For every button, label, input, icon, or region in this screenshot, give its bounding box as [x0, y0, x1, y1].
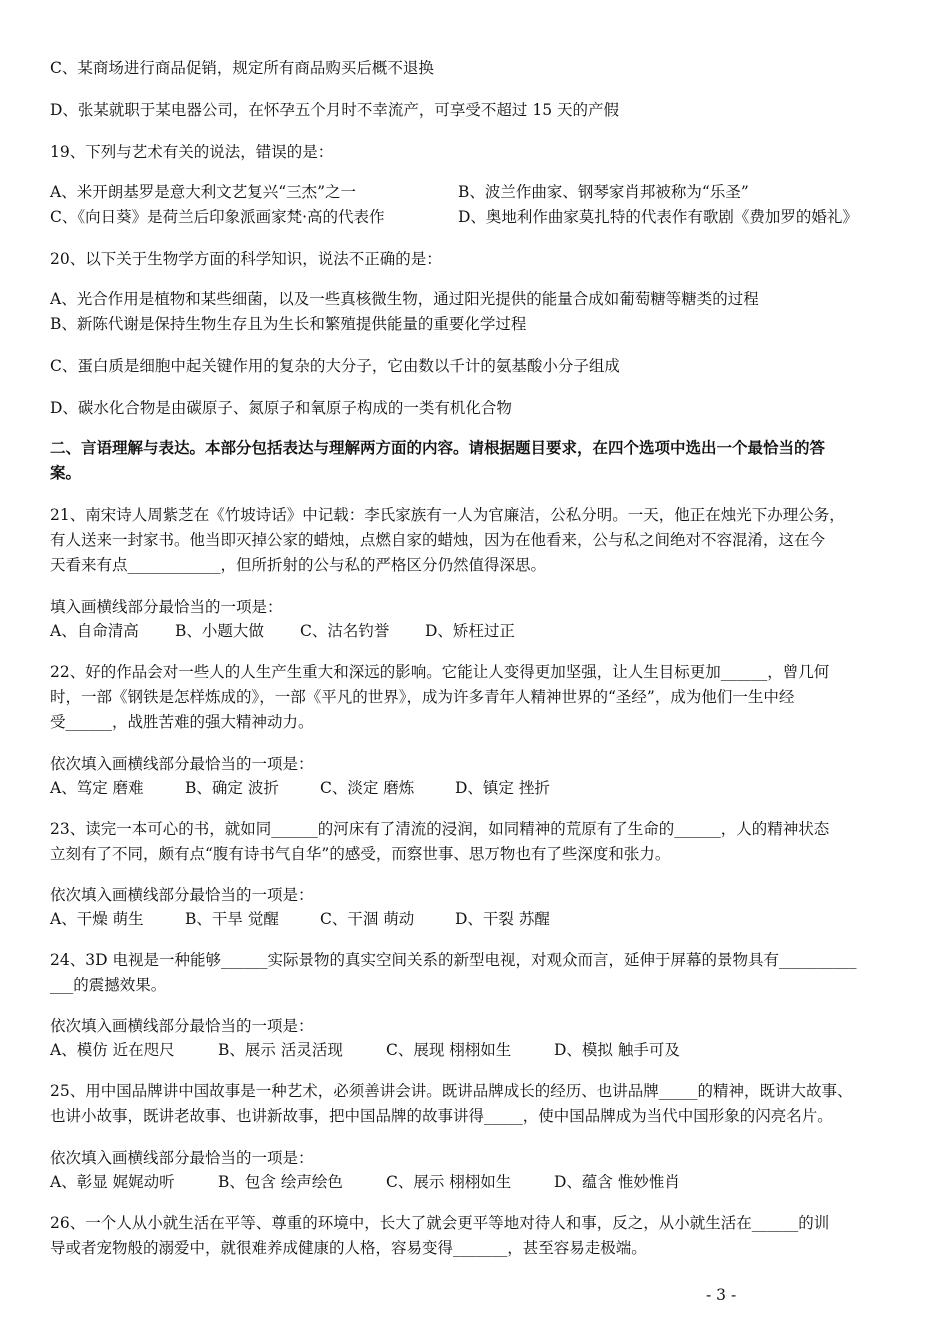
fill-blank: __________ [778, 951, 857, 969]
question-25-line-1 [50, 1080, 853, 1102]
question-20-stem: 20、以下关于生物学方面的科学知识，说法不正确的是： [50, 250, 442, 268]
text-segment: 的训 [798, 1214, 830, 1232]
question-22-line-1 [50, 661, 829, 683]
question-19-option-c: C、《向日葵》是荷兰后印象派画家梵·高的代表作 [50, 208, 385, 226]
question-19-option-a: A、米开朗基罗是意大利文艺复兴“三杰”之一 [50, 183, 357, 201]
question-21-prompt: 填入画横线部分最恰当的一项是： [50, 598, 283, 616]
text-segment: ，曾几何 [767, 663, 830, 681]
option-c: C、干涸 萌动 [320, 910, 415, 928]
text-segment: ，但所折射的公与私的严格区分仍然值得深思。 [220, 556, 547, 574]
question-21-options [50, 620, 515, 642]
fill-blank: _____ [658, 1082, 698, 1100]
option-b: B、小题大做 [175, 622, 264, 640]
question-22-prompt: 依次填入画横线部分最恰当的一项是： [50, 755, 314, 773]
question-20-option-c: C、蛋白质是细胞中起关键作用的复杂的大分子，它由数以千计的氨基酸小分子组成 [50, 357, 620, 375]
text-segment: 的河床有了清流的浸润，如同精神的荒原有了生命的 [317, 820, 675, 838]
option-c: C、淡定 磨炼 [320, 779, 415, 797]
fill-blank: ______ [271, 820, 318, 838]
question-23-prompt: 依次填入画横线部分最恰当的一项是： [50, 886, 314, 904]
question-20-option-d: D、碳水化合物是由碳原子、氮原子和氧原子构成的一类有机化合物 [50, 399, 512, 417]
question-21-line-1: 21、南宋诗人周紫芝在《竹坡诗话》中记载：李氏家族有一人为官廉洁，公私分明。一天，他正在烛光下办理公务， [50, 506, 845, 524]
text-segment: 23、读完一本可心的书，就如同 [50, 820, 272, 838]
question-19-stem: 19、下列与艺术有关的说法，错误的是： [50, 143, 334, 161]
question-24-options [50, 1039, 680, 1061]
option-a: A、干燥 萌生 [50, 910, 144, 928]
question-21-line-3 [50, 554, 546, 576]
text-segment: 的震撼效果。 [73, 976, 167, 994]
fill-blank: ______ [65, 713, 113, 731]
question-23-options [50, 908, 550, 930]
text-segment: 也讲小故事，既讲老故事、也讲新故事，把中国品牌的故事讲得 [50, 1107, 485, 1125]
question-24-line-1 [50, 949, 856, 971]
option-d: D、模拟 触手可及 [554, 1041, 680, 1059]
text-segment: 25、用中国品牌讲中国故事是一种艺术，必须善讲会讲。既讲品牌成长的经历、也讲品牌 [50, 1082, 659, 1100]
option-a: A、笃定 磨难 [50, 779, 144, 797]
option-a: A、模仿 近在咫尺 [50, 1041, 175, 1059]
option-d: D、蕴含 惟妙惟肖 [554, 1173, 680, 1191]
question-22-line-2: 时，一部《钢铁是怎样炼成的》，一部《平凡的世界》，成为许多青年人精神世界的“圣经”，成为他们一生中经 [50, 688, 795, 706]
text-segment: 实际景物的真实空间关系的新型电视，对观众而言，延伸于屏幕的景物具有 [267, 951, 779, 969]
option-b: B、展示 活灵活现 [218, 1041, 343, 1059]
text-segment: 26、一个人从小就生活在平等、尊重的环境中，长大了就会更平等地对待人和事，反之，从小就生活在 [50, 1214, 752, 1232]
question-25-options [50, 1171, 680, 1193]
text-segment: ，战胜苦难的强大精神动力。 [112, 713, 314, 731]
question-19-option-b: B、波兰作曲家、钢琴家肖邦被称为“乐圣” [458, 183, 749, 201]
option-c: C、展现 栩栩如生 [386, 1041, 512, 1059]
question-21-line-2: 有人送来一封家书。他当即灭掉公家的蜡烛，点燃自家的蜡烛，因为在他看来，公与私之间绝对不容混淆，这在今 [50, 531, 826, 549]
text-segment: 受 [50, 713, 66, 731]
text-segment: 24、3D 电视是一种能够 [50, 951, 221, 969]
question-25-prompt: 依次填入画横线部分最恰当的一项是： [50, 1149, 314, 1167]
fill-blank: _______ [453, 1239, 508, 1257]
option-b: B、确定 波折 [185, 779, 279, 797]
page-number: - 3 - [706, 1286, 737, 1304]
text-segment: ，人的精神状态 [720, 820, 830, 838]
fill-blank: ______ [751, 1214, 799, 1232]
option-c-text: C、某商场进行商品促销，规定所有商品购买后概不退换 [50, 59, 434, 77]
option-d: D、镇定 挫折 [455, 779, 550, 797]
text-segment: ，甚至容易走极端。 [507, 1239, 647, 1257]
question-24-line-2 [50, 974, 166, 996]
option-b: B、干旱 觉醒 [185, 910, 279, 928]
text-segment: 天看来有点 [50, 556, 128, 574]
fill-blank: ___ [50, 976, 74, 994]
option-c: C、沽名钓誉 [300, 622, 390, 640]
option-c: C、展示 栩栩如生 [386, 1173, 512, 1191]
section-2-heading: 二、言语理解与表达。本部分包括表达与理解两方面的内容。请根据题目要求，在四个选项中选出一个最恰当的答 [50, 438, 826, 457]
question-20-option-b: B、新陈代谢是保持生物生存且为生长和繁殖提供能量的重要化学过程 [50, 315, 527, 333]
fill-blank: _____ [484, 1107, 523, 1125]
fill-blank: ______ [674, 820, 721, 838]
question-26-line-2 [50, 1237, 647, 1259]
fill-blank: ____________ [127, 556, 221, 574]
section-2-heading-cont: 案。 [50, 463, 82, 482]
fill-blank: ______ [720, 663, 768, 681]
text-segment: 导或者宠物般的溺爱中，就很难养成健康的人格，容易变得 [50, 1239, 454, 1257]
option-a: A、自命清高 [50, 622, 139, 640]
question-22-line-3 [50, 711, 314, 733]
text-segment: 的精神，既讲大故事、 [697, 1082, 853, 1100]
text-segment: 22、好的作品会对一些人的人生产生重大和深远的影响。它能让人变得更加坚强，让人生目标更加 [50, 663, 721, 681]
question-23-line-2: 立刻有了不同，颇有点“腹有诗书气自华”的感受，而察世事、思万物也有了些深度和张力。 [50, 845, 671, 863]
option-a: A、彰显 娓娓动听 [50, 1173, 175, 1191]
question-25-line-2 [50, 1105, 833, 1127]
text-segment: ，使中国品牌成为当代中国形象的闪亮名片。 [522, 1107, 833, 1125]
question-19-option-d: D、奥地利作曲家莫扎特的代表作有歌剧《费加罗的婚礼》 [458, 208, 858, 226]
option-b: B、包含 绘声绘色 [218, 1173, 343, 1191]
option-d: D、矫枉过正 [425, 622, 515, 640]
question-23-line-1 [50, 818, 829, 840]
fill-blank: ______ [220, 951, 268, 969]
question-20-option-a: A、光合作用是植物和某些细菌，以及一些真核微生物，通过阳光提供的能量合成如葡萄糖等糖类的过程 [50, 290, 759, 308]
question-24-prompt: 依次填入画横线部分最恰当的一项是： [50, 1017, 314, 1035]
question-22-options [50, 777, 550, 799]
option-d-text: D、张某就职于某电器公司，在怀孕五个月时不幸流产，可享受不超过 15 天的产假 [50, 101, 620, 119]
question-26-line-1 [50, 1212, 829, 1234]
option-d: D、干裂 苏醒 [455, 910, 550, 928]
